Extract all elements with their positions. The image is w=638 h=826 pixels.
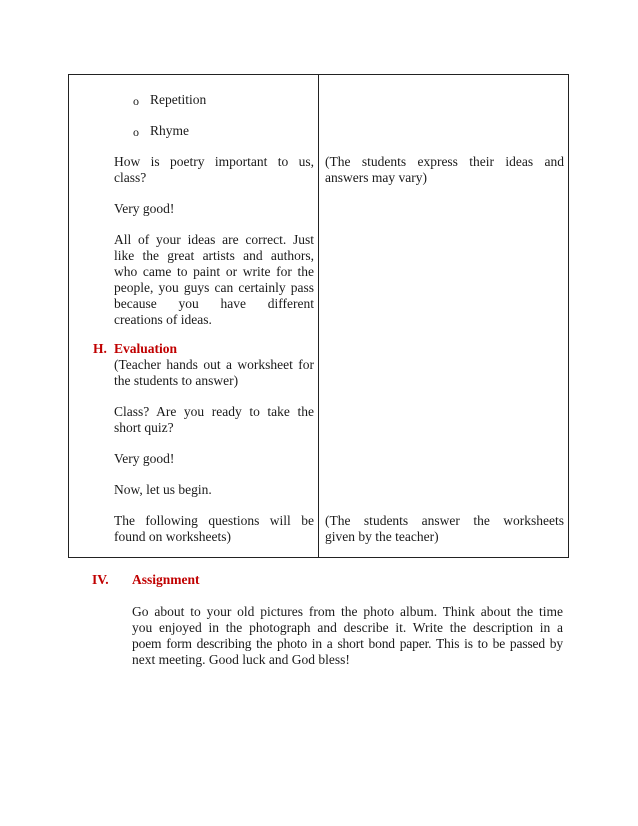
assignment-title: Assignment (132, 572, 200, 587)
ideas-line: because you have different (114, 296, 314, 311)
bullet-rhyme: Rhyme (150, 123, 189, 138)
assignment-line: you enjoyed in the photograph and describe it. Write the description in a (132, 620, 563, 635)
bullet-icon: o (133, 94, 139, 108)
very-good-text: Very good! (114, 451, 175, 466)
students-response-line: (The students express their ideas and (325, 154, 564, 169)
students-response-line: given by the teacher) (325, 529, 439, 544)
very-good-text: Very good! (114, 201, 175, 216)
assignment-line: Go about to your old pictures from the photo album. Think about the time (132, 604, 563, 619)
handout-line: (Teacher hands out a worksheet for (114, 357, 314, 372)
section-letter: H. (93, 341, 107, 356)
students-response-line: answers may vary) (325, 170, 427, 185)
question-line: How is poetry important to us, (114, 154, 314, 169)
assignment-line: poem form describing the photo in a short bond paper. This is to be passed by (132, 636, 563, 651)
ideas-line: who came to paint or write for the (114, 264, 314, 279)
handout-line: the students to answer) (114, 373, 239, 388)
bullet-icon: o (133, 125, 139, 139)
ready-line: short quiz? (114, 420, 174, 435)
ideas-line: creations of ideas. (114, 312, 212, 327)
ready-line: Class? Are you ready to take the (114, 404, 314, 419)
ideas-line: people, you guys can certainly pass (114, 280, 314, 295)
column-divider (318, 75, 319, 557)
question-line: class? (114, 170, 147, 185)
assignment-line: next meeting. Good luck and God bless! (132, 652, 350, 667)
section-title: Evaluation (114, 341, 178, 356)
students-response-line: (The students answer the worksheets (325, 513, 564, 528)
following-line: The following questions will be (114, 513, 314, 528)
following-line: found on worksheets) (114, 529, 231, 544)
ideas-line: All of your ideas are correct. Just (114, 232, 314, 247)
section-numeral: IV. (92, 572, 109, 587)
bullet-repetition: Repetition (150, 92, 207, 107)
lesson-plan-table (68, 74, 569, 558)
ideas-line: like the great artists and authors, (114, 248, 314, 263)
begin-text: Now, let us begin. (114, 482, 212, 497)
